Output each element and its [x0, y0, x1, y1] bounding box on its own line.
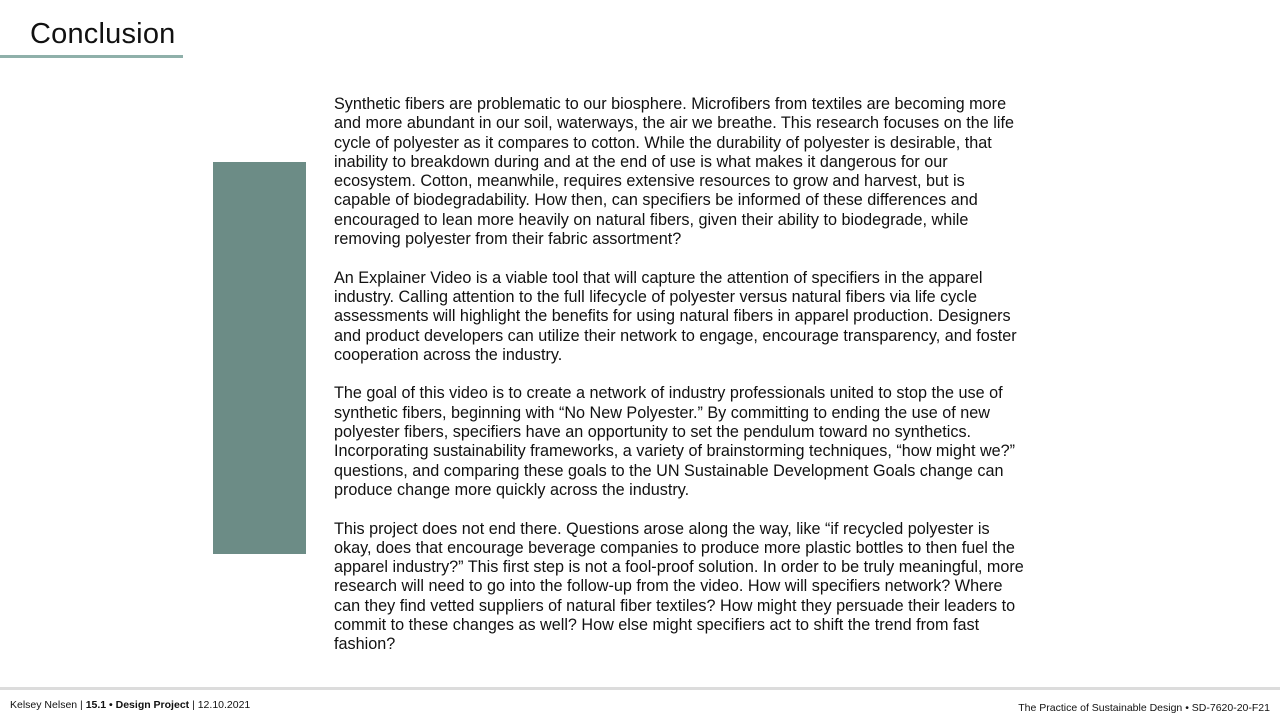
title-underline: [0, 55, 183, 58]
footer-project: 15.1 • Design Project: [85, 699, 190, 711]
footer-divider: [0, 687, 1280, 690]
paragraph-explainer-video: An Explainer Video is a viable tool that will capture the attention of specifiers in the apparel industry. Calling attention to the full lifecycle of polyester versus natural fibers via life cycle assessments will highlight the benefits for using natural fibers in apparel production. Designers and product developers can utilize their network to engage, encourage transparency, and foster cooperation across the industry.: [334, 268, 1017, 364]
footer-date: | 12.10.2021: [189, 699, 251, 711]
paragraph-next-steps: This project does not end there. Questions arose along the way, like “if recycled polyester is okay, does that encourage beverage companies to produce more plastic bottles to then fuel the apparel industry?” This first step is not a fool-proof solution. In order to be truly meaningful, more research will need to go into the follow-up from the video. How will specifiers network? Where can they find vetted suppliers of natural fiber textiles? How might they persuade their leaders to commit to these changes as well? How else might specifiers act to shift the trend from fast fashion?: [334, 519, 1024, 654]
footer-author-info: [10, 699, 250, 711]
footer-author: Kelsey Nelsen |: [10, 699, 86, 711]
paragraph-synthetic-fibers: Synthetic fibers are problematic to our biosphere. Microfibers from textiles are becoming more and more abundant in our soil, waterways, the air we breathe. This research focuses on the life cycle of polyester as it compares to cotton. While the durability of polyester is desirable, that inability to breakdown during and at the end of use is what makes it dangerous for our ecosystem. Cotton, meanwhile, requires extensive resources to grow and harvest, but is capable of biodegradability. How then, can specifiers be informed of these differences and encouraged to lean more heavily on natural fibers, given their ability to biodegrade, while removing polyester from their fabric assortment?: [334, 95, 1014, 249]
accent-block: [213, 162, 306, 554]
footer-course: The Practice of Sustainable Design • SD-7620-20-F21: [1018, 702, 1270, 714]
paragraph-video-goal: The goal of this video is to create a network of industry professionals united to stop the use of synthetic fibers, beginning with “No New Polyester.” By committing to ending the use of new polyester fibers, specifiers have an opportunity to set the pendulum toward no synthetics. Incorporating sustainability frameworks, a variety of brainstorming techniques, “how might we?” questions, and comparing these goals to the UN Sustainable Development Goals change can produce change more quickly across the industry.: [334, 384, 1016, 499]
slide-title: Conclusion: [30, 18, 176, 50]
conclusion-body: [334, 95, 1024, 655]
